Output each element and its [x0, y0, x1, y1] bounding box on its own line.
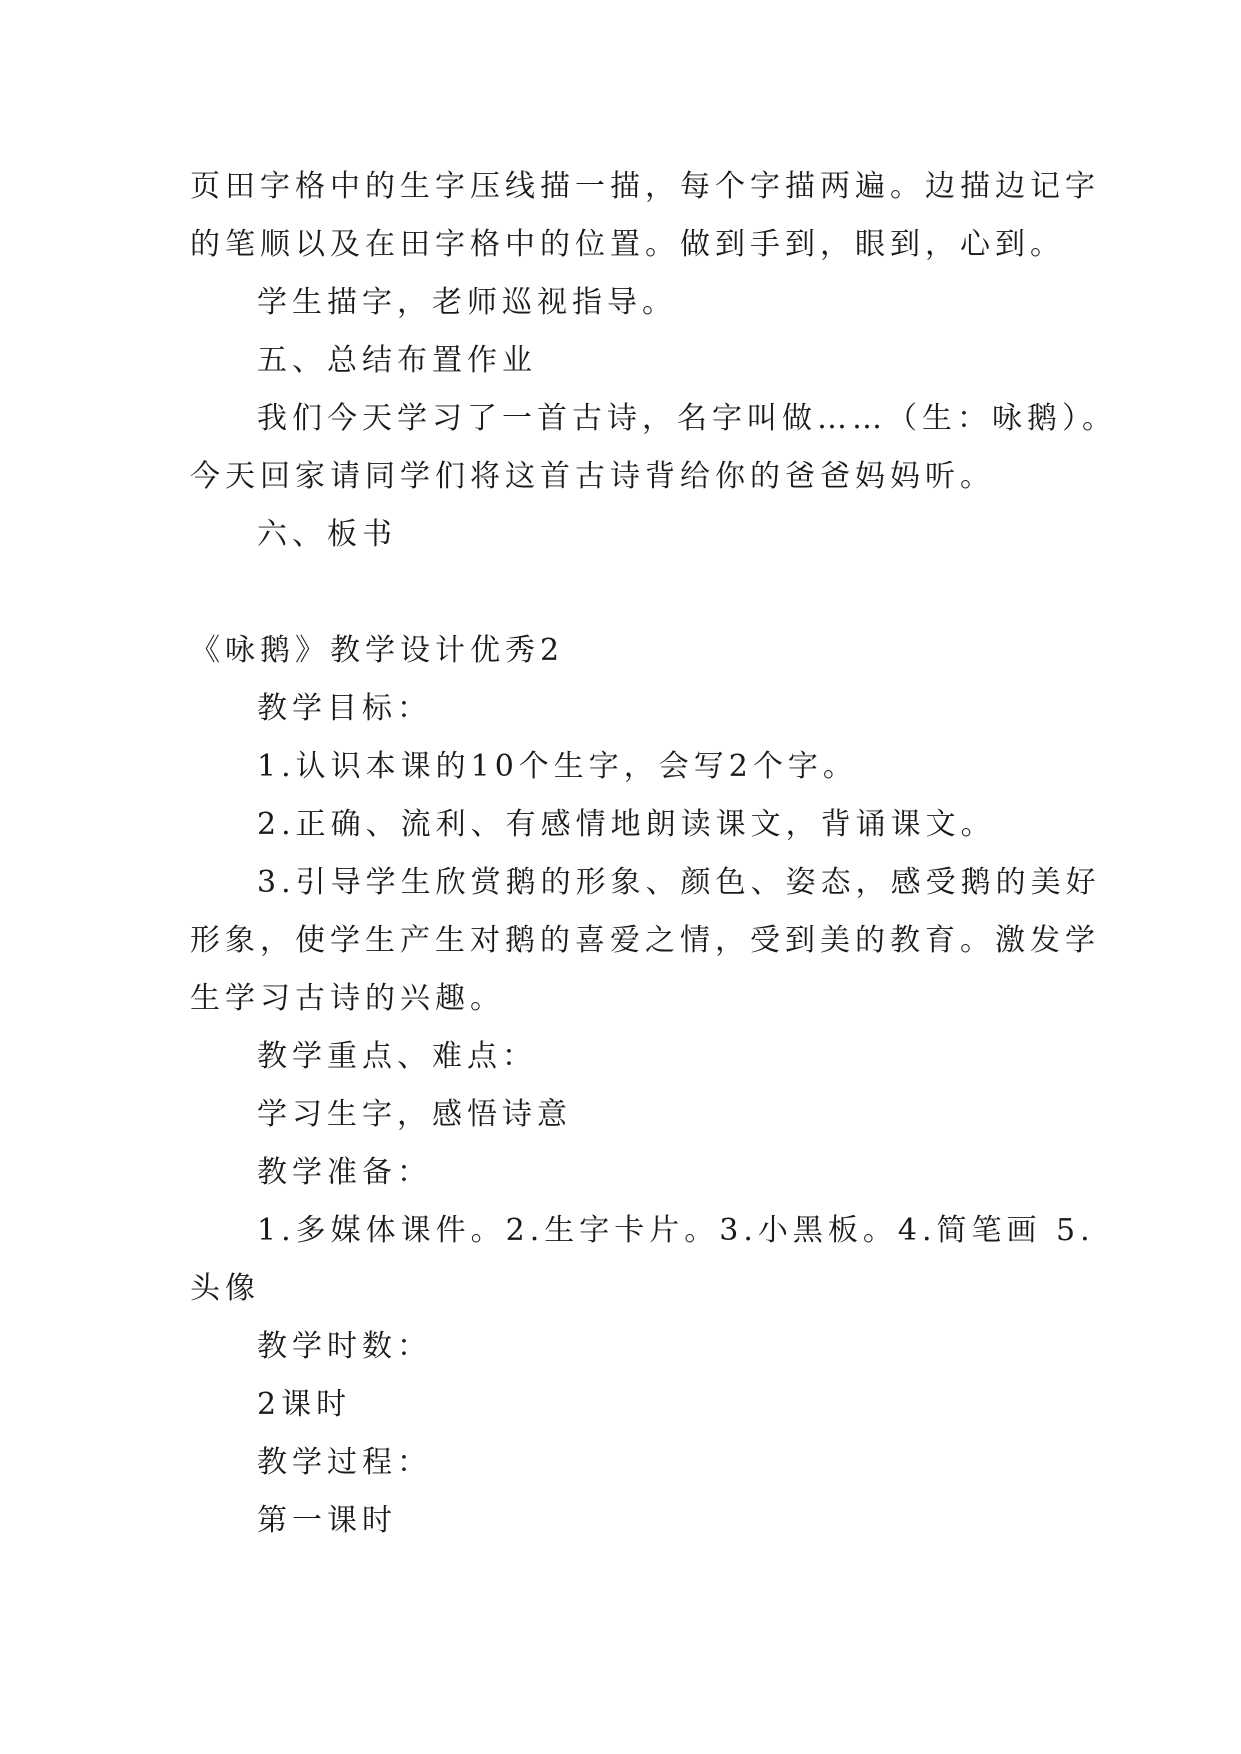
- blank-line: [190, 564, 1060, 622]
- document-title: 《咏鹅》教学设计优秀2: [190, 633, 565, 668]
- paragraph-line: 今天回家请同学们将这首古诗背给你的爸爸妈妈听。: [190, 459, 995, 494]
- paragraph-line: 生学习古诗的兴趣。: [190, 981, 505, 1016]
- paragraph-line: 形象，使学生产生对鹅的喜爱之情，受到美的教育。激发学: [190, 923, 1100, 958]
- list-item: 3.引导学生欣赏鹅的形象、颜色、姿态，感受鹅的美好: [257, 865, 1101, 900]
- paragraph-line: 2课时: [257, 1387, 352, 1422]
- document-page: [190, 158, 1117, 1550]
- paragraph-line: 头像: [190, 1271, 260, 1306]
- paragraph-line: 第一课时: [257, 1503, 397, 1538]
- list-item: 1.多媒体课件。2.生字卡片。3.小黑板。4.简笔画 5.: [257, 1213, 1095, 1248]
- section-heading: 五、总结布置作业: [257, 343, 537, 378]
- section-heading: 教学准备：: [257, 1155, 432, 1190]
- section-heading: 教学过程：: [257, 1445, 432, 1480]
- list-item: 1.认识本课的10个生字，会写2个字。: [257, 749, 858, 784]
- section-heading: 教学目标：: [257, 691, 432, 726]
- paragraph-line: 的笔顺以及在田字格中的位置。做到手到，眼到，心到。: [190, 227, 1065, 262]
- list-item: 2.正确、流利、有感情地朗读课文，背诵课文。: [257, 807, 996, 842]
- paragraph-line: 学生描字，老师巡视指导。: [257, 285, 677, 320]
- paragraph-line: 页田字格中的生字压线描一描，每个字描两遍。边描边记字: [190, 169, 1100, 204]
- paragraph-line: 我们今天学习了一首古诗，名字叫做……（生：咏鹅）。: [257, 401, 1117, 436]
- section-heading: 教学时数：: [257, 1329, 432, 1364]
- section-heading: 教学重点、难点：: [257, 1039, 537, 1074]
- paragraph-line: 学习生字，感悟诗意: [257, 1097, 572, 1132]
- section-heading: 六、板书: [257, 517, 397, 552]
